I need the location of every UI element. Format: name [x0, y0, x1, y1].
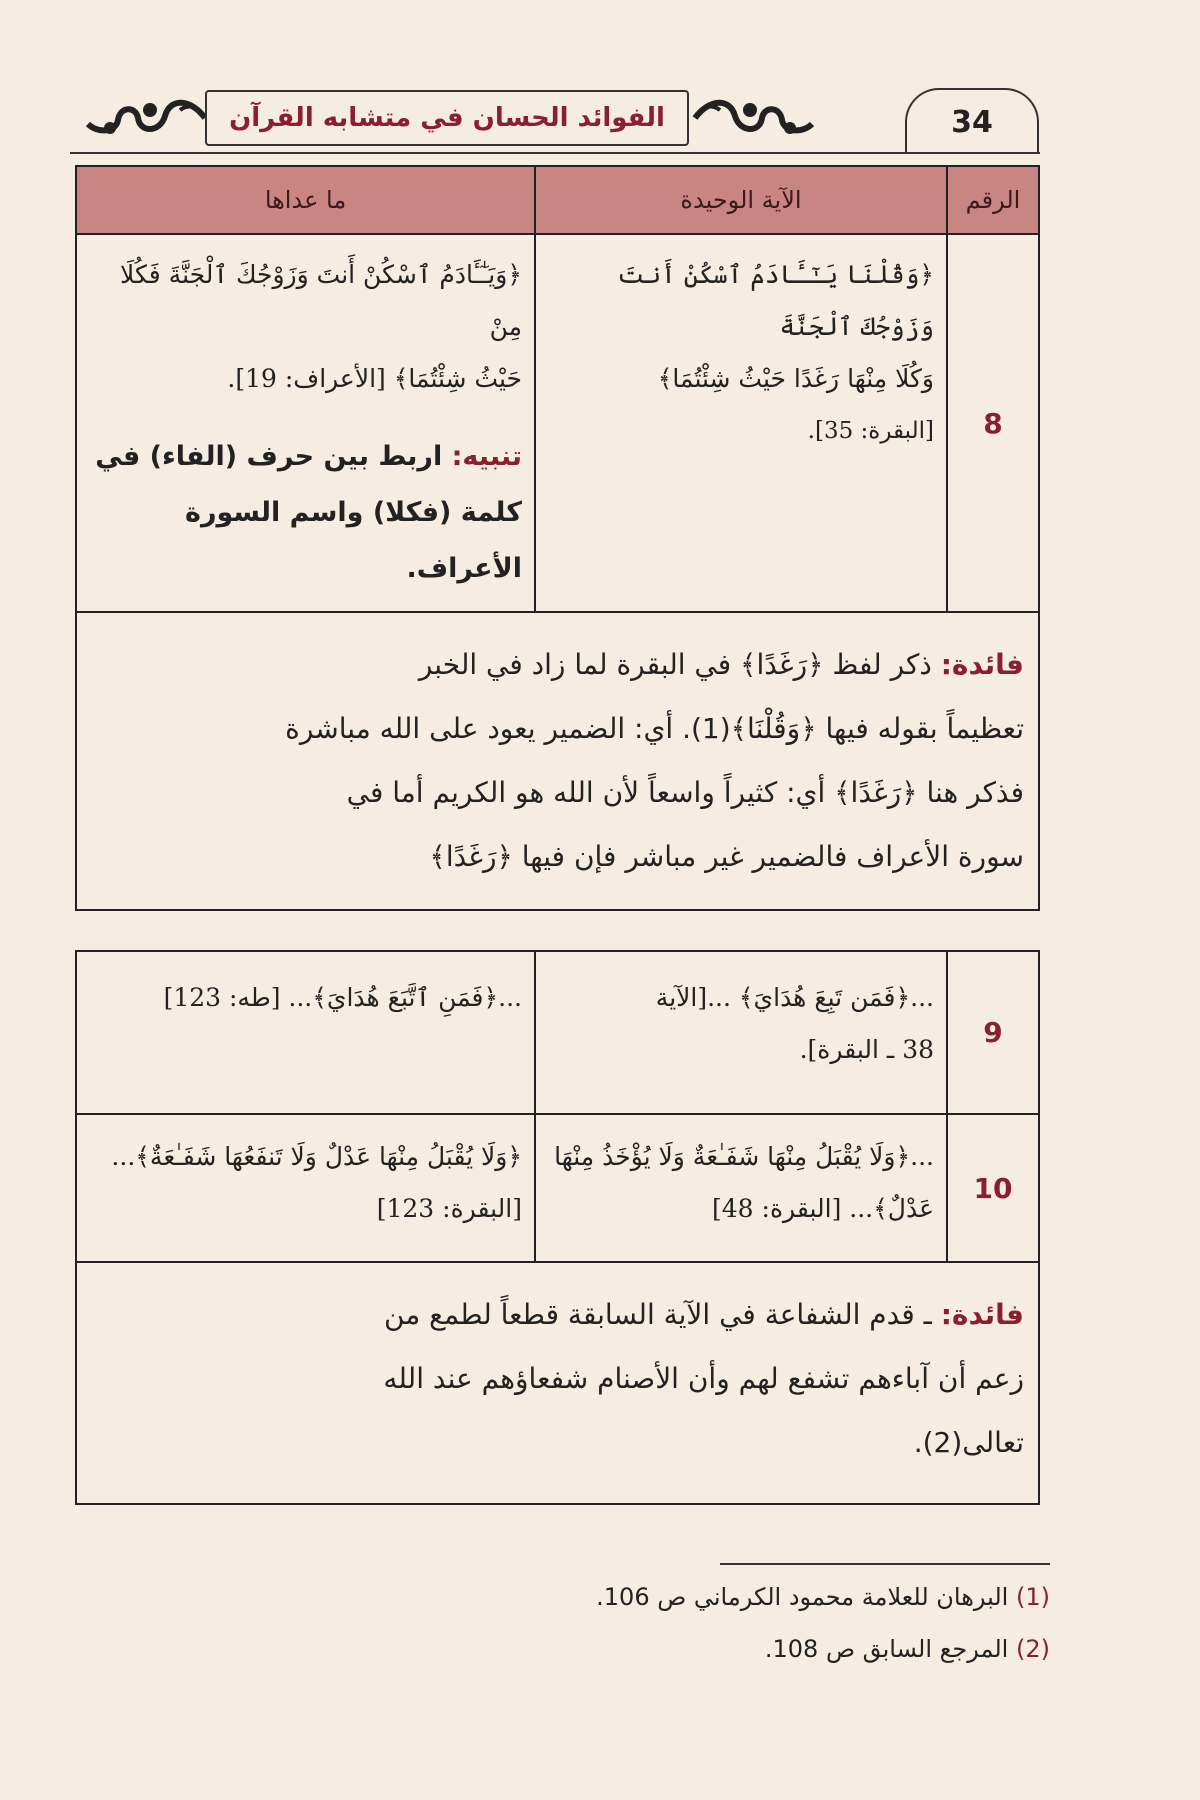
- row-number: 8: [983, 406, 1003, 440]
- notice-text: الأعراف.: [406, 553, 522, 584]
- benefit-text: فذكر هنا ﴿رَغَدًا﴾ أي: كثيراً واسعاً لأن الله هو الكريم أما في: [346, 776, 1024, 809]
- benefit-label: فائدة:: [940, 648, 1024, 681]
- row-number: 9: [983, 1016, 1003, 1049]
- notice-text: اربط بين حرف (الفاء) في: [95, 441, 443, 472]
- verse-line: عَدْلٌ﴾... [البقرة: 48]: [712, 1194, 934, 1223]
- table-header-row: [75, 165, 1040, 235]
- footnote-2: [765, 1635, 1050, 1663]
- verse-line: ...﴿فَمَن تَبِعَ هُدَايَ﴾ ...[الآية: [655, 983, 934, 1012]
- table-row-8: [75, 233, 1040, 613]
- others-cell: [77, 1115, 534, 1261]
- footnote-1: [596, 1583, 1050, 1611]
- table-row-10: [75, 1113, 1040, 1263]
- column-header-others: ما عداها: [264, 186, 347, 214]
- verse-line: ﴿وَلَا يُقْبَلُ مِنْهَا عَدْلٌ وَلَا تَنفَعُهَا شَفَـٰعَةٌ﴾...: [111, 1142, 522, 1171]
- footnote-number: (2): [1015, 1635, 1050, 1663]
- verse-reference: [البقرة: 123]: [376, 1194, 522, 1223]
- verse-line: ﴿وَيَـٰٓـَٔادَمُ ٱسْكُنْ أَنتَ وَزَوْجُكَ ٱلْجَنَّةَ فَكُلَا مِنْ: [120, 260, 522, 341]
- benefit-note-2: [75, 1261, 1040, 1505]
- row-number: 10: [973, 1171, 1013, 1205]
- ornament-left-icon: [80, 88, 210, 148]
- notice-text: كلمة (فكلا) واسم السورة: [185, 497, 522, 528]
- benefit-text: تعالى(2).: [913, 1426, 1024, 1459]
- ornament-right-icon: [690, 88, 820, 148]
- benefit-text: زعم أن آباءهم تشفع لهم وأن الأصنام شفعاؤهم عند الله: [383, 1362, 1024, 1395]
- notice-label: تنبيه:: [451, 441, 522, 472]
- column-header-number: الرقم: [965, 186, 1021, 214]
- verse-line: ...﴿فَمَنِ ٱتَّبَعَ هُدَايَ﴾... [طه: 123]: [163, 983, 522, 1012]
- verse-line: ...﴿وَلَا يُقْبَلُ مِنْهَا شَفَـٰعَةٌ وَلَا يُؤْخَذُ مِنْهَا: [554, 1142, 934, 1171]
- verse-reference: [البقرة: 35].: [807, 418, 934, 444]
- benefit-label: فائدة:: [940, 1298, 1024, 1331]
- benefit-note-1: [75, 611, 1040, 911]
- unique-verse-cell: [536, 1115, 946, 1261]
- benefit-text: ذكر لفظ ﴿رَغَدًا﴾ في البقرة لما زاد في الخبر: [418, 648, 932, 681]
- unique-verse-cell: [536, 952, 946, 1113]
- page-number: 34: [905, 88, 1039, 154]
- verse-line: ﴿وَقُلْنَا يَـٰٓـَٔادَمُ ٱسْكُنْ أَنتَ وَزَوْجُكَ ٱلْجَنَّةَ: [617, 260, 934, 341]
- book-title: الفوائد الحسان في متشابه القرآن: [205, 90, 689, 146]
- verse-line: وَكُلَا مِنْهَا رَغَدًا حَيْثُ شِئْتُمَا﴾: [657, 364, 934, 393]
- benefit-text: تعظيماً بقوله فيها ﴿وَقُلْنَا﴾(1). أي: الضمير يعود على الله مباشرة: [285, 712, 1024, 745]
- unique-verse-cell: [536, 235, 946, 611]
- footnote-number: (1): [1015, 1583, 1050, 1611]
- footnote-separator: [720, 1563, 1050, 1565]
- benefit-text: ـ قدم الشفاعة في الآية السابقة قطعاً لطمع من: [383, 1298, 932, 1331]
- others-cell: [77, 952, 534, 1113]
- column-header-unique-verse: الآية الوحيدة: [680, 186, 802, 214]
- benefit-text: سورة الأعراف فالضمير غير مباشر فإن فيها ﴿رَغَدًا﴾: [429, 840, 1024, 873]
- verse-line: حَيْثُ شِئْتُمَا﴾ [الأعراف: 19].: [227, 364, 522, 393]
- page-header: [0, 0, 1200, 160]
- table-row-9: [75, 950, 1040, 1115]
- verse-reference: 38 ـ البقرة].: [799, 1035, 934, 1064]
- footnote-text: البرهان للعلامة محمود الكرماني ص 106.: [596, 1583, 1009, 1611]
- others-cell: [77, 235, 534, 611]
- header-rule: [70, 152, 1040, 154]
- footnote-text: المرجع السابق ص 108.: [764, 1635, 1009, 1663]
